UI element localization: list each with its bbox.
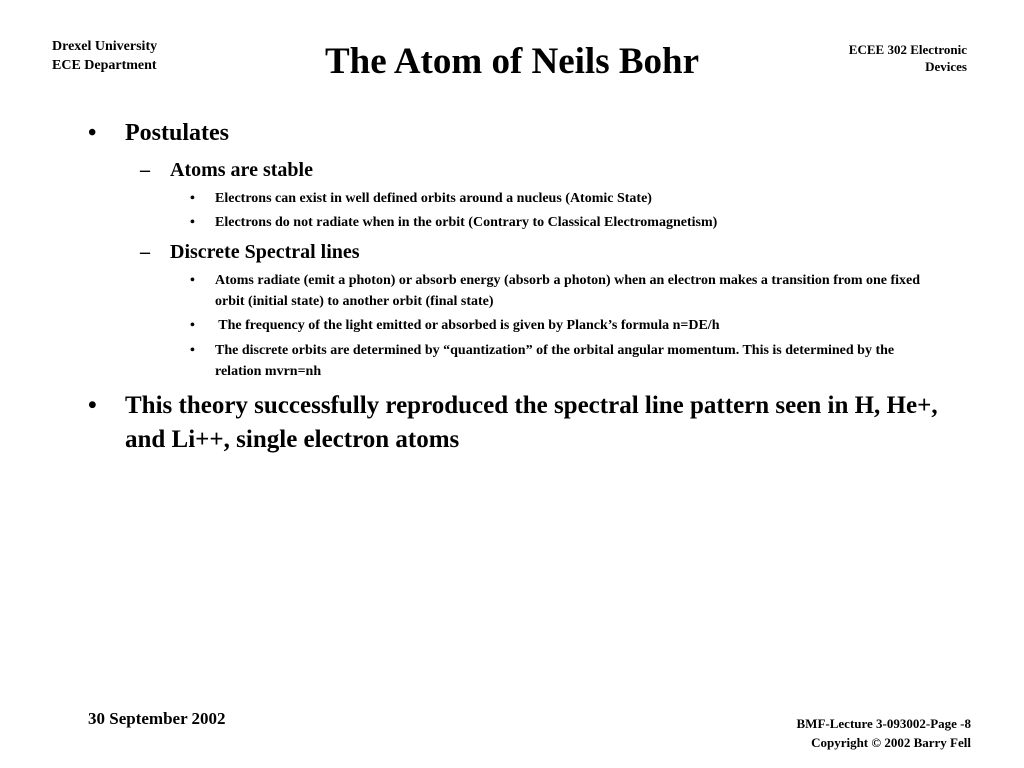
bullet-planck-formula xyxy=(190,315,930,336)
footer-date: 30 September 2002 xyxy=(88,709,226,728)
bullet-electrons-orbits xyxy=(190,188,930,209)
bullet-text: Discrete Spectral lines xyxy=(170,241,360,263)
bullet-text: This theory successfully reproduced the spectral line pattern seen in H, He+, and Li++, single electron atoms xyxy=(125,392,938,453)
bullet-text: Postulates xyxy=(125,120,229,146)
bullet-mark: • xyxy=(88,120,97,146)
bullet-photon-transition xyxy=(190,270,930,312)
bullet-mark: • xyxy=(190,191,195,206)
bullet-postulates xyxy=(88,117,938,150)
bullet-theory-result xyxy=(88,389,938,457)
department-name: ECE Department xyxy=(52,58,157,73)
bullet-text: Atoms are stable xyxy=(170,159,313,181)
course-name-line1: ECEE 302 Electronic xyxy=(848,42,967,57)
bullet-spectral-lines xyxy=(140,239,920,265)
bullet-mark: • xyxy=(190,273,195,288)
bullet-text: Electrons can exist in well defined orbits around a nucleus (Atomic State) xyxy=(215,191,652,206)
footer-right xyxy=(797,714,971,752)
bullet-text: Atoms radiate (emit a photon) or absorb energy (absorb a photon) when an electron makes a transition from one fixed orbit (initial state) to another orbit (final state) xyxy=(215,273,921,309)
bullet-atoms-stable xyxy=(140,157,920,183)
slide-title: The Atom of Neils Bohr xyxy=(324,41,700,82)
university-name: Drexel University xyxy=(52,39,158,54)
bullet-text: The frequency of the light emitted or absorbed is given by Planck’s formula n=DE/h xyxy=(215,318,720,333)
dash-mark: – xyxy=(140,159,150,181)
copyright-notice: Copyright © 2002 Barry Fell xyxy=(811,735,971,750)
bullet-mark: • xyxy=(88,392,97,419)
bullet-mark: • xyxy=(190,318,195,333)
dash-mark: – xyxy=(140,241,150,263)
lecture-page-label: BMF-Lecture 3-093002-Page -8 xyxy=(796,716,971,731)
bullet-mark: • xyxy=(190,215,195,230)
header-right xyxy=(849,41,967,75)
bullet-text: The discrete orbits are determined by “quantization” of the orbital angular momentum. This is determined by the relation mvrn=nh xyxy=(215,343,895,379)
bullet-text: Electrons do not radiate when in the orbit (Contrary to Classical Electromagnetism) xyxy=(215,215,718,230)
bullet-quantization xyxy=(190,340,930,382)
bullet-no-radiation xyxy=(190,212,930,233)
bullet-mark: • xyxy=(190,343,195,358)
course-name-line2: Devices xyxy=(925,59,967,74)
